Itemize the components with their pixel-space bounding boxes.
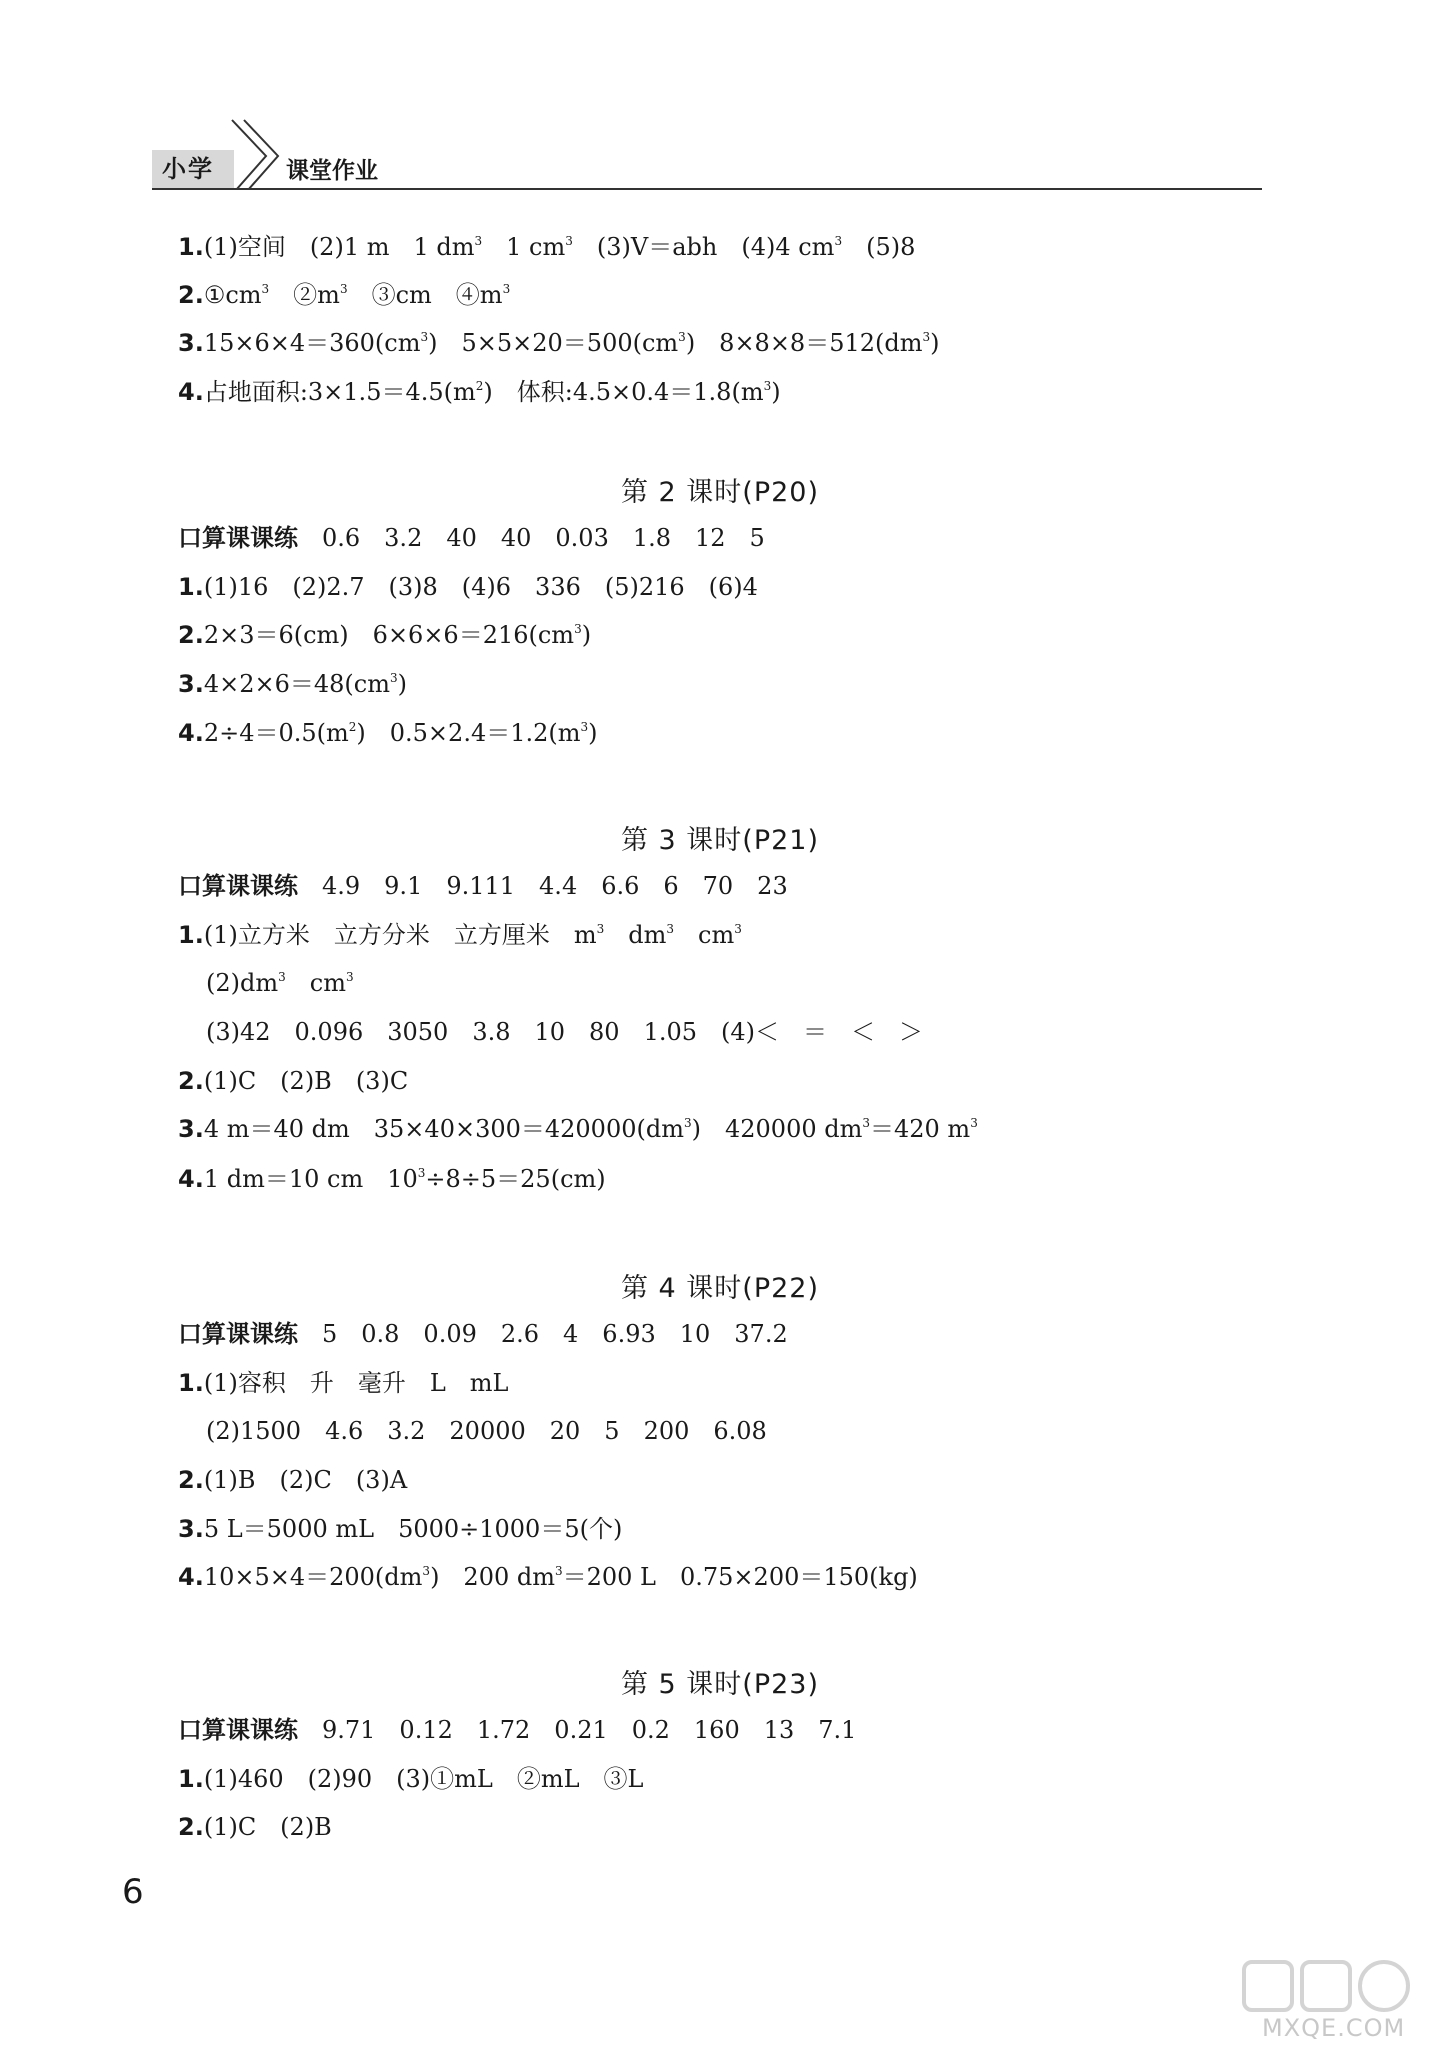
header-rule <box>152 188 1262 190</box>
oral-practice-line: 口算课课练 9.71 0.12 1.72 0.21 0.2 160 13 7.1 <box>178 1716 857 1744</box>
section-title: 第 4 课时(P22) <box>620 1273 820 1304</box>
answer-line: 3.5 L＝5000 mL 5000÷1000＝5(个) <box>178 1515 623 1543</box>
oral-practice-line: 口算课课练 4.9 9.1 9.111 4.4 6.6 6 70 23 <box>178 872 788 900</box>
answer-line: 3.4 m＝40 dm $35\times 40\times 300=420000(dm^3)$ 420000 $dm^3=420$ $m^3$ <box>178 1115 978 1143</box>
answer-line: 1.(1)460 (2)90 (3)①mL ②mL ③L <box>178 1765 644 1793</box>
answer-line: $(2)dm^3$ $cm^3$ <box>206 969 354 997</box>
oral-practice-line: 口算课课练 0.6 3.2 40 40 0.03 1.8 12 5 <box>178 524 765 552</box>
answer-line: 1.(1)空间 (2)1 m 1 $dm^3$ 1 $cm^3$ (3)V＝abh (4)4 $cm^3$ (5)8 <box>178 233 916 261</box>
section-title: 第 5 课时(P23) <box>620 1669 820 1700</box>
page-header <box>152 108 1262 188</box>
answer-line: (3)42 0.096 3050 3.8 10 80 1.05 (4)＜ ＝ ＜ ＞ <box>206 1018 923 1046</box>
page-number: 6 <box>122 1872 144 1912</box>
header-tab: 小学 <box>152 150 234 188</box>
answer-line: 1.(1)立方米 立方分米 立方厘米 $m^3$ $dm^3$ $cm^3$ <box>178 921 742 949</box>
double-chevron-icon <box>226 118 286 190</box>
answer-line: 1.(1)容积 升 毫升 L mL <box>178 1369 509 1397</box>
answer-line: $2.①cm^3$ $②m^3$ ③cm $④m^3$ <box>178 281 511 309</box>
answer-line: 4.占地面积$:3\times 1.5=4.5(m^2)$ 体积$:4.5\times 0.4=1.8(m^3)$ <box>178 378 781 406</box>
answer-line: 1.(1)16 (2)2.7 (3)8 (4)6 336 (5)216 (6)4 <box>178 573 758 601</box>
answer-line: (2)1500 4.6 3.2 20000 20 5 200 6.08 <box>206 1417 767 1445</box>
answer-line: 2.(1)B (2)C (3)A <box>178 1466 408 1494</box>
header-title: 课堂作业 <box>286 158 378 184</box>
watermark-logo-icon <box>1240 1956 1420 2016</box>
section-title: 第 2 课时(P20) <box>620 477 820 508</box>
answer-line: $3.15\times 6\times 4=360(cm^3)$ $5\times 5\times 20=500(cm^3)$ $8\times 8\times 8=512(dm^3)$ <box>178 329 940 357</box>
section-title: 第 3 课时(P21) <box>620 825 820 856</box>
answer-line: 2.(1)C (2)B <box>178 1813 332 1841</box>
answer-line: $4.2\div 4=0.5(m^2)$ $0.5\times 2.4=1.2(m^3)$ <box>178 719 598 747</box>
answer-line: 4.1 dm＝10 cm $10^3\div 8\div 5=25(cm)$ <box>178 1165 606 1193</box>
answer-line: 2.(1)C (2)B (3)C <box>178 1067 409 1095</box>
watermark-text: MXQE.COM <box>1262 2014 1406 2042</box>
answer-line: $3.4\times 2\times 6=48(cm^3)$ <box>178 670 407 698</box>
oral-practice-line: 口算课课练 5 0.8 0.09 2.6 4 6.93 10 37.2 <box>178 1320 788 1348</box>
answer-line: $4.10\times 5\times 4=200(dm^3)$ 200 $dm^3=200$ L 0.75×200＝150(kg) <box>178 1563 918 1591</box>
answer-line: 2.2×3＝6(cm) $6\times 6\times 6=216(cm^3)$ <box>178 621 592 649</box>
